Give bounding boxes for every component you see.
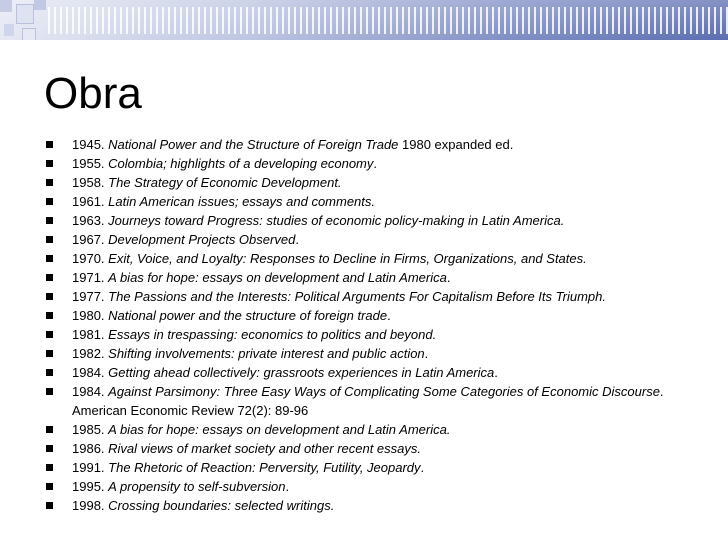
work-title: The Strategy of Economic Development. xyxy=(108,175,342,190)
work-title: Journeys toward Progress: studies of economic policy-making in Latin America. xyxy=(108,213,565,228)
list-item xyxy=(44,249,684,268)
work-title: Latin American issues; essays and comments. xyxy=(108,194,376,209)
work-suffix: . xyxy=(295,232,299,247)
work-suffix: . American Economic Review 72(2): 89-96 xyxy=(72,384,664,418)
work-title: Development Projects Observed xyxy=(108,232,296,247)
decorative-square xyxy=(34,0,46,10)
work-year: 1995. xyxy=(72,479,109,494)
list-item xyxy=(44,420,684,439)
work-suffix: . xyxy=(494,365,498,380)
work-year: 1984. xyxy=(72,384,109,399)
slide-title: Obra xyxy=(44,69,142,118)
work-suffix: . xyxy=(387,308,391,323)
work-title: National power and the structure of foreign trade xyxy=(108,308,388,323)
work-year: 1984. xyxy=(72,365,109,380)
list-item xyxy=(44,382,684,420)
square-bullet-icon xyxy=(46,274,53,281)
work-year: 1955. xyxy=(72,156,109,171)
square-bullet-icon xyxy=(46,198,53,205)
square-bullet-icon xyxy=(46,369,53,376)
header-decoration-band xyxy=(0,0,728,40)
square-bullet-icon xyxy=(46,236,53,243)
square-bullet-icon xyxy=(46,445,53,452)
list-item xyxy=(44,192,684,211)
work-title: Essays in trespassing: economics to politics and beyond. xyxy=(108,327,437,342)
square-bullet-icon xyxy=(46,350,53,357)
square-bullet-icon xyxy=(46,160,53,167)
list-item xyxy=(44,363,684,382)
square-bullet-icon xyxy=(46,331,53,338)
list-item xyxy=(44,154,684,173)
decorative-square xyxy=(0,0,12,12)
list-item xyxy=(44,230,684,249)
work-year: 1977. xyxy=(72,289,109,304)
decorative-square xyxy=(22,28,36,40)
square-bullet-icon xyxy=(46,312,53,319)
square-bullet-icon xyxy=(46,293,53,300)
work-title: Rival views of market society and other recent essays. xyxy=(108,441,422,456)
list-item xyxy=(44,344,684,363)
decorative-square xyxy=(4,24,14,36)
work-year: 1970. xyxy=(72,251,109,266)
list-item xyxy=(44,306,684,325)
list-item xyxy=(44,439,684,458)
square-bullet-icon xyxy=(46,141,53,148)
work-suffix: 1980 expanded ed. xyxy=(398,137,514,152)
work-year: 1958. xyxy=(72,175,109,190)
work-title: Shifting involvements: private interest and public action xyxy=(108,346,425,361)
work-year: 1991. xyxy=(72,460,109,475)
list-item xyxy=(44,211,684,230)
work-title: Against Parsimony: Three Easy Ways of Complicating Some Categories of Economic Discourse xyxy=(108,384,660,399)
square-bullet-icon xyxy=(46,502,53,509)
list-item xyxy=(44,458,684,477)
work-year: 1980. xyxy=(72,308,109,323)
list-item xyxy=(44,268,684,287)
work-year: 1986. xyxy=(72,441,109,456)
work-title: Crossing boundaries: selected writings. xyxy=(108,498,335,513)
list-item xyxy=(44,173,684,192)
work-title: A propensity to self-subversion xyxy=(108,479,286,494)
work-title: The Rhetoric of Reaction: Perversity, Futility, Jeopardy xyxy=(108,460,421,475)
work-title: A bias for hope: essays on development and Latin America. xyxy=(108,422,451,437)
list-item xyxy=(44,135,684,154)
work-year: 1971. xyxy=(72,270,109,285)
work-year: 1982. xyxy=(72,346,109,361)
header-fade xyxy=(0,0,728,40)
work-year: 1998. xyxy=(72,498,109,513)
square-bullet-icon xyxy=(46,483,53,490)
work-title: Colombia; highlights of a developing economy xyxy=(108,156,374,171)
work-year: 1967. xyxy=(72,232,109,247)
work-title: National Power and the Structure of Foreign Trade xyxy=(108,137,399,152)
work-year: 1961. xyxy=(72,194,109,209)
work-year: 1981. xyxy=(72,327,109,342)
list-item xyxy=(44,325,684,344)
work-title: Getting ahead collectively: grassroots experiences in Latin America xyxy=(108,365,495,380)
work-suffix: . xyxy=(420,460,425,475)
works-list xyxy=(44,135,684,515)
list-item xyxy=(44,477,684,496)
list-item xyxy=(44,287,684,306)
work-suffix: . xyxy=(285,479,290,494)
work-year: 1963. xyxy=(72,213,109,228)
list-item xyxy=(44,496,684,515)
work-title: A bias for hope: essays on development and Latin America xyxy=(108,270,447,285)
work-title: The Passions and the Interests: Political Arguments For Capitalism Before Its Triumph. xyxy=(108,289,606,304)
decorative-square xyxy=(16,4,34,24)
square-bullet-icon xyxy=(46,179,53,186)
square-bullet-icon xyxy=(46,388,53,395)
work-suffix: . xyxy=(424,346,429,361)
square-bullet-icon xyxy=(46,217,53,224)
square-bullet-icon xyxy=(46,426,53,433)
work-title: Exit, Voice, and Loyalty: Responses to Decline in Firms, Organizations, and States. xyxy=(108,251,587,266)
square-bullet-icon xyxy=(46,464,53,471)
work-year: 1985. xyxy=(72,422,109,437)
work-year: 1945. xyxy=(72,137,109,152)
work-suffix: . xyxy=(446,270,451,285)
square-bullet-icon xyxy=(46,255,53,262)
work-suffix: . xyxy=(373,156,377,171)
